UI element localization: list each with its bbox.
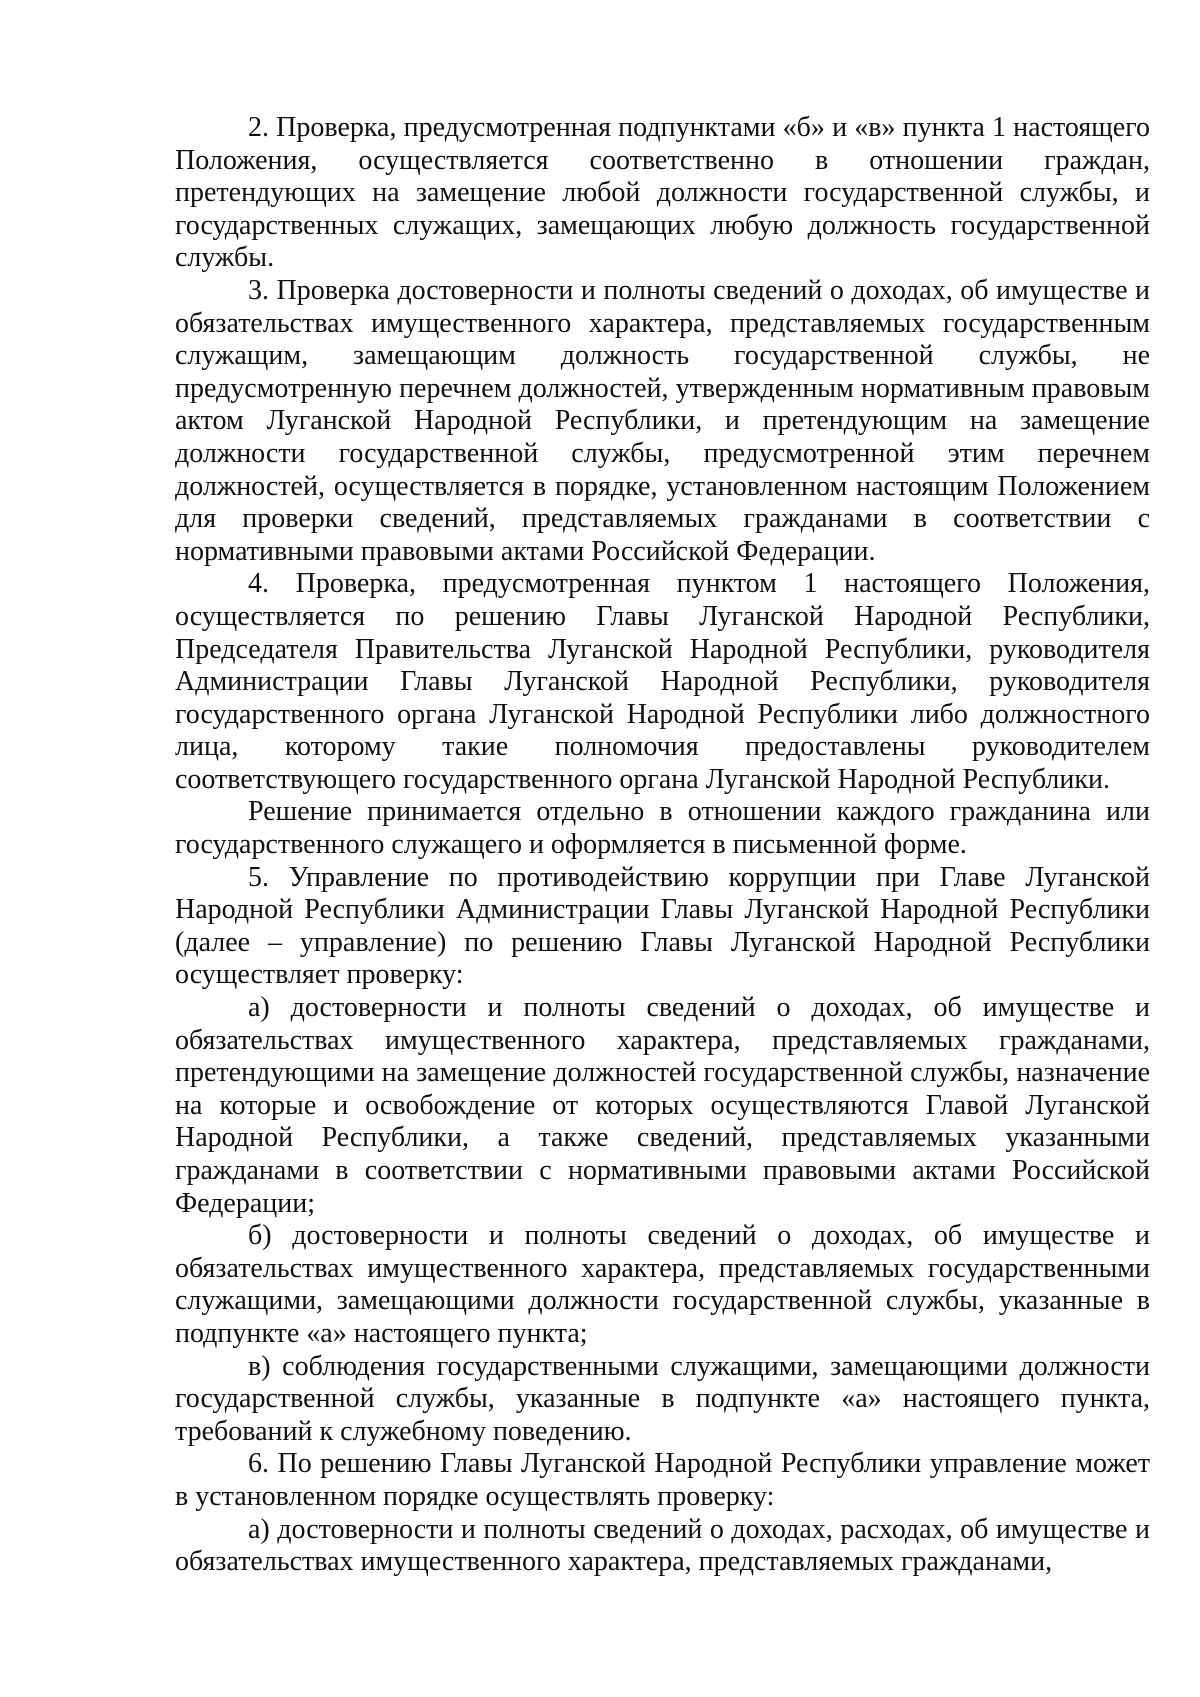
paragraph-item-2: 2. Проверка, предусмотренная подпунктами «б» и «в» пункта 1 настоящего Положения, осуществляется соответственно в отношении граждан, претендующих на замещение любой должности государственной службы, и государственных служащих, замещающих любую должность государственной службы.: [175, 112, 1150, 274]
document-page: [175, 112, 1150, 1579]
paragraph-item-6: 6. По решению Главы Луганской Народной Республики управление может в установленном порядке осуществлять проверку:: [175, 1448, 1150, 1512]
paragraph-decision: Решение принимается отдельно в отношении каждого гражданина или государственного служащего и оформляется в письменной форме.: [175, 796, 1150, 861]
paragraph-subitem-5b: б) достоверности и полноты сведений о доходах, об имуществе и обязательствах имущественного характера, представляемых государственными служащими, замещающими должности государственной службы, указанные в подпункте «а» настоящего пункта;: [175, 1220, 1150, 1349]
paragraph-subitem-5a: а) достоверности и полноты сведений о доходах, об имуществе и обязательствах имущественного характера, представляемых гражданами, претендующими на замещение должностей государственной службы, назначение на которые и освобождение от которых осуществляются Главой Луганской Народной Республики, а также сведений, представляемых указанными гражданами в соответствии с нормативными правовыми актами Российской Федерации;: [175, 992, 1150, 1219]
paragraph-subitem-5v: в) соблюдения государственными служащими, замещающими должности государственной службы, указанные в подпункте «а» настоящего пункта, требований к служебному поведению.: [175, 1350, 1150, 1447]
paragraph-subitem-6a: а) достоверности и полноты сведений о доходах, расходах, об имуществе и обязательствах имущественного характера, представляемых гражданами,: [175, 1513, 1150, 1578]
paragraph-item-4: 4. Проверка, предусмотренная пунктом 1 настоящего Положения, осуществляется по решению Главы Луганской Народной Республики, Председателя Правительства Луганской Народной Республики, руководителя Администрации Главы Луганской Народной Республики, руководителя государственного органа Луганской Народной Республики либо должностного лица, которому такие полномочия предоставлены руководителем соответствующего государственного органа Луганской Народной Республики.: [175, 568, 1150, 795]
paragraph-item-3: 3. Проверка достоверности и полноты сведений о доходах, об имуществе и обязательствах имущественного характера, представляемых государственным служащим, замещающим должность государственной службы, не предусмотренную перечнем должностей, утвержденным нормативным правовым актом Луганской Народной Республики, и претендующим на замещение должности государственной службы, предусмотренной этим перечнем должностей, осуществляется в порядке, установленном настоящим Положением для проверки сведений, представляемых гражданами в соответствии с нормативными правовыми актами Российской Федерации.: [175, 274, 1150, 567]
paragraph-item-5: 5. Управление по противодействию коррупции при Главе Луганской Народной Республики Администрации Главы Луганской Народной Республики (далее – управление) по решению Главы Луганской Народной Республики осуществляет проверку:: [175, 861, 1150, 991]
